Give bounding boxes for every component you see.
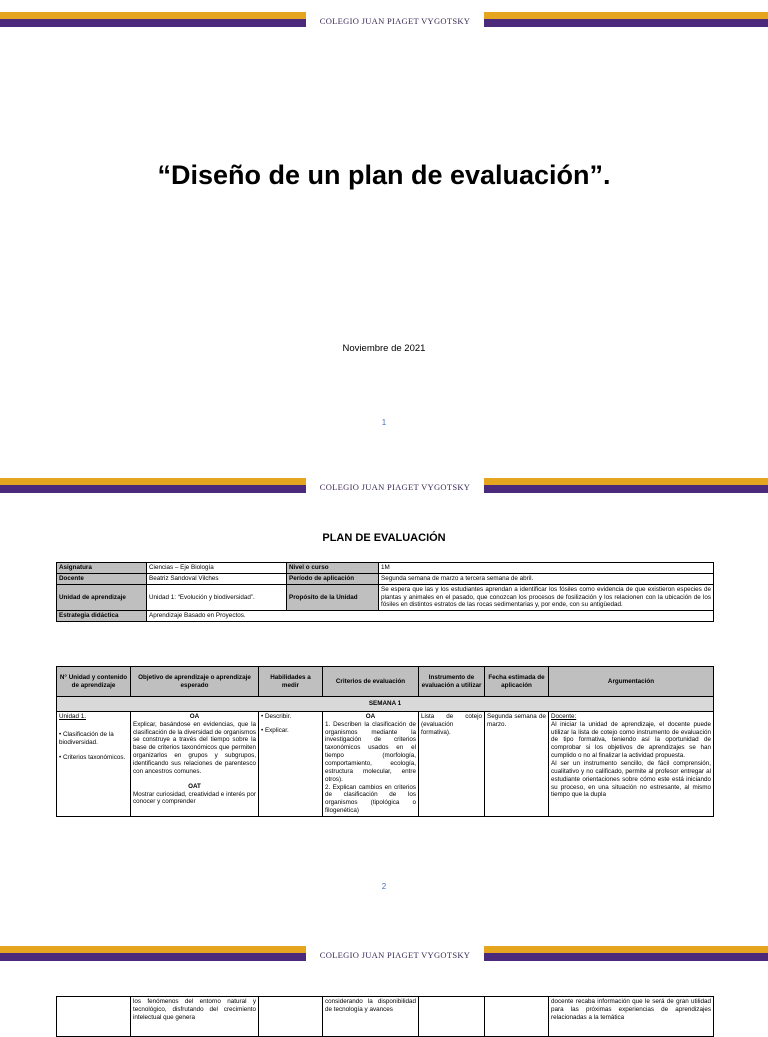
skill-item: • Describir. [261, 712, 292, 720]
criteria-cell [323, 711, 419, 816]
col-header-criterios: Criterios de evaluación [323, 667, 419, 697]
periodo-value: Segunda semana de marzo a tercera semana de abril. [379, 573, 714, 584]
plan-title: PLAN DE EVALUACIÓN [322, 532, 446, 544]
col-header-objetivo: Objetivo de aprendizaje o aprendizaje esperado [131, 667, 259, 697]
unit-title: Unidad 1. [59, 712, 86, 720]
header-stripes-left [0, 12, 306, 27]
cont-cell-objetivo: los fenómenos del entorno natural y tecnológico, disfrutando del crecimiento intelectual que genera [131, 997, 259, 1037]
header-stripes-right [484, 12, 768, 27]
cont-cell-argumentacion: docente recaba información que le será de gran utilidad para las próximas experiencias de aprendizajes relacionadas a la temática [549, 997, 714, 1037]
asignatura-label: Asignatura [57, 563, 147, 574]
nivel-label: Nivel o curso [287, 563, 379, 574]
instrument-cell: Lista de cotejo (evaluación formativa). [419, 711, 485, 816]
skill-item: • Explicar. [261, 726, 289, 734]
asignatura-value: Ciencias – Eje Biología [147, 563, 287, 574]
info-table [56, 562, 714, 622]
unit-cell [57, 711, 131, 816]
header-stripes-left [0, 478, 306, 493]
periodo-label: Período de aplicación [287, 573, 379, 584]
header-stripes-right [484, 946, 768, 961]
argument-cell [549, 711, 714, 816]
page-number: 1 [381, 418, 387, 427]
page-1 [0, 0, 768, 450]
col-header-instrumento: Instrumento de evaluación a utilizar [419, 667, 485, 697]
document-date: Noviembre de 2021 [342, 343, 426, 354]
college-name: COLEGIO JUAN PIAGET VYGOTSKY [319, 482, 471, 492]
document-title: “Diseño de un plan de evaluación”. [157, 160, 611, 190]
proposito-label: Propósito de la Unidad [287, 584, 379, 611]
estrategia-value: Aprendizaje Basado en Proyectos. [147, 611, 714, 622]
col-header-fecha: Fecha estimada de aplicación [485, 667, 549, 697]
docente-value: Beatriz Sandoval Vilches [147, 573, 287, 584]
cont-cell-instrumento [419, 997, 485, 1037]
cont-cell-unidad [57, 997, 131, 1037]
estrategia-label: Estrategia didáctica [57, 611, 147, 622]
header-stripes-left [0, 946, 306, 961]
cont-cell-criterios: considerando la disponibilidad de tecnología y avances [323, 997, 419, 1037]
college-name: COLEGIO JUAN PIAGET VYGOTSKY [319, 16, 471, 26]
nivel-value: 1M [379, 563, 714, 574]
criteria-2: 2. Explican cambios en criterios de clasificación de los organismos (tipológica o filogenética) [325, 783, 416, 815]
skills-cell [259, 711, 323, 816]
docente-label: Docente [57, 573, 147, 584]
unit-item: • Clasificación de la biodiversidad. [59, 730, 114, 746]
cont-cell-fecha [485, 997, 549, 1037]
page-header [0, 478, 768, 502]
argument-paragraph-2: Al ser un instrumento sencillo, de fácil comprensión, cualitativo y no calificado, permite al profesor entregar al estudiante orientaciones sobre cómo este está iniciando su proceso, en una situación no estresante, al mismo tiempo que la dupla [551, 760, 711, 799]
evaluation-table [56, 666, 714, 817]
objective-cell [131, 711, 259, 816]
oat-text: Mostrar curiosidad, creatividad e interés por conocer y comprender [133, 790, 256, 806]
criteria-1: 1. Describen la clasificación de organismos mediante la investigación de criterios taxonómicos usados en el tiempo (morfología, comportamiento, ecología, estructura molecular, entre otros). [325, 720, 416, 783]
argument-heading: Docente: [551, 712, 577, 720]
col-header-habilidades: Habilidades a medir [259, 667, 323, 697]
col-header-unidad: N° Unidad y contenido de aprendizaje [57, 667, 131, 697]
unidad-label: Unidad de aprendizaje [57, 584, 147, 611]
argument-paragraph-1: Al iniciar la unidad de aprendizaje, el docente puede utilizar la lista de cotejo como instrumento de evaluación de tipo formativa, teniendo así la oportunidad de comprobar si los objetivos de aprendizajes se han cumplido o no al finalizar la actividad propuesta. [551, 720, 711, 760]
page-number: 2 [381, 882, 387, 891]
unit-item: • Criterios taxonómicos. [59, 754, 126, 762]
page-header [0, 946, 768, 970]
page-header [0, 12, 768, 36]
proposito-value: Se espera que las y los estudiantes aprendan a identificar los fósiles como evidencia de que existieron especies de plantas y animales en el pasado, que conozcan los procesos de fosilización y los relacionen con la ubicación de los fósiles en distintos estratos de las rocas sedimentarias y, por ende, con su antigüedad. [379, 584, 714, 611]
college-name: COLEGIO JUAN PIAGET VYGOTSKY [319, 950, 471, 960]
oa-text: Explicar, basándose en evidencias, que la clasificación de la diversidad de organismos se construye a través del tiempo sobre la base de criterios taxonómicos que permiten organizarlos en grupos y subgrupos, identificando sus relaciones de parentesco con ancestros comunes. [133, 720, 256, 775]
header-stripes-right [484, 478, 768, 493]
unidad-value: Unidad 1: “Evolución y biodiversidad”. [147, 584, 287, 611]
oat-heading: OAT [188, 782, 201, 790]
criteria-heading: OA [365, 712, 376, 720]
cont-cell-habilidades [259, 997, 323, 1037]
continuation-table [56, 996, 714, 1037]
week-label: SEMANA 1 [57, 697, 714, 712]
oa-heading: OA [189, 712, 200, 720]
date-cell: Segunda semana de marzo. [485, 711, 549, 816]
col-header-argumentacion: Argumentación [549, 667, 714, 697]
